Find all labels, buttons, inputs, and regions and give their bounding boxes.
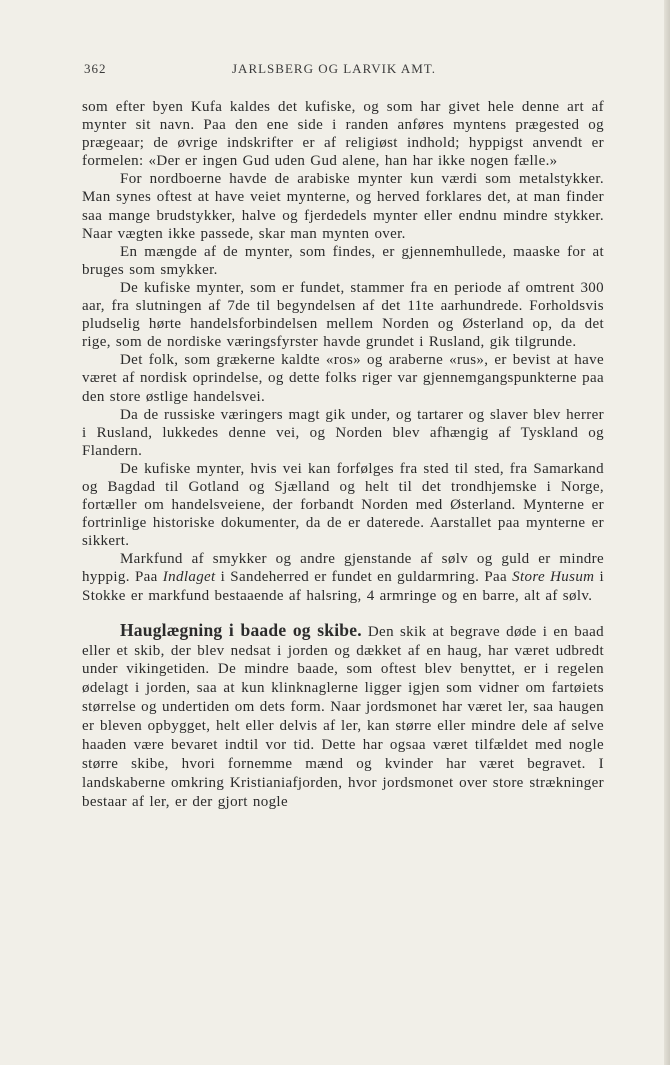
running-title: JARLSBERG OG LARVIK AMT. [232,61,437,76]
paragraph: som efter byen Kufa kaldes det kufiske, og som har givet hele denne art af mynter sit navn. Paa den ene side i randen anføres myntens prægested og prægeaar; de øvrige indskrifter er af religiøst indhold; hyppigst anvendt er formelen: «Der er ingen Gud uden Gud alene, han har ikke nogen fælle.» [82,99,604,170]
paragraph-text: Markfund af smykker og andre gjenstande af sølv og guld er mindre hyppig. Paa [82,551,604,586]
paragraph [82,550,604,604]
section [82,621,604,812]
page-number: 362 [84,61,107,76]
section-heading: Hauglægning i baade og skibe. [120,619,362,640]
paragraph: De kufiske mynter, som er fundet, stammer fra en periode af omtrent 300 aar, fra slutningen af 7de til begyndelsen af det 11te aarhundrede. Forholdsvis pludselig hørte handelsforbindelsen mellem Norden og Østerland op, da det rige, som de nordiske væringsfyrster havde grundet i Rusland, gik tilgrunde. [82,279,604,351]
place-name: Indlaget [162,569,216,586]
page-edge [664,0,670,1065]
place-name: Store Husum [512,569,595,586]
paragraph: En mængde af de mynter, som findes, er gjennemhullede, maaske for at bruges som smykker. [82,243,604,278]
paragraph: De kufiske mynter, hvis vei kan forfølges fra sted til sted, fra Samarkand og Bagdad til Gotland og Sjælland og helt til det trondhjemske i Norge, fortæller om handelsveiene, der forbandt Norden med Østerland. Mynterne er fortrinlige historiske dokumenter, da de er daterede. Aarstallet paa mynterne er sikkert. [82,460,604,550]
section-text: Den skik at begrave døde i en baad eller et skib, der blev nedsat i jorden og dækket af en haug, har været udbredt under vikingetiden. De mindre baade, som oftest blev benyttet, er i regelen ødelagt i jorden, saa at kun klinknaglerne ligger igjen som vidner om fartøiets størrelse og undertiden om dets form. Naar jordsmonet har været ler, saa haugen er bleven opbygget, helt eller delvis af ler, kan større eller mindre dele af selve haaden være bevaret indtil vor tid. Dette har ogsaa været tilfældet med nogle større skibe, hvori fornemme mænd og kvinder har været begravet. I landskaberne omkring Kristianiafjorden, hvor jordsmonet over store strækninger bestaar af ler, er der gjort nogle [82,623,604,810]
paragraph: Det folk, som grækerne kaldte «ros» og araberne «rus», er bevist at have været af nordisk oprindelse, og dette folks riger var gjennemgangspunkterne paa den store østlige handelsvei. [82,352,604,405]
paragraph-text: i Stokke er markfund bestaaende af halsring, 4 armringe og en barre, alt af sølv. [82,569,604,604]
body-text [82,98,604,812]
paragraph: Da de russiske væringers magt gik under, og tartarer og slaver blev herrer i Rusland, lukkedes denne vei, og Norden blev afhængig af Tyskland og Flandern. [82,406,604,459]
paragraph: For nordboerne havde de arabiske mynter kun værdi som metalstykker. Man synes oftest at have veiet mynterne, og herved forklares det, at man finder saa mange brudstykker, halve og fjerdedels mynter eller endnu mindre stykker. Naar vægten ikke passede, skar man mynten over. [82,171,604,242]
paragraph-text: i Sandeherred er fundet en guldarmring. Paa [215,569,513,586]
running-header [84,61,604,81]
